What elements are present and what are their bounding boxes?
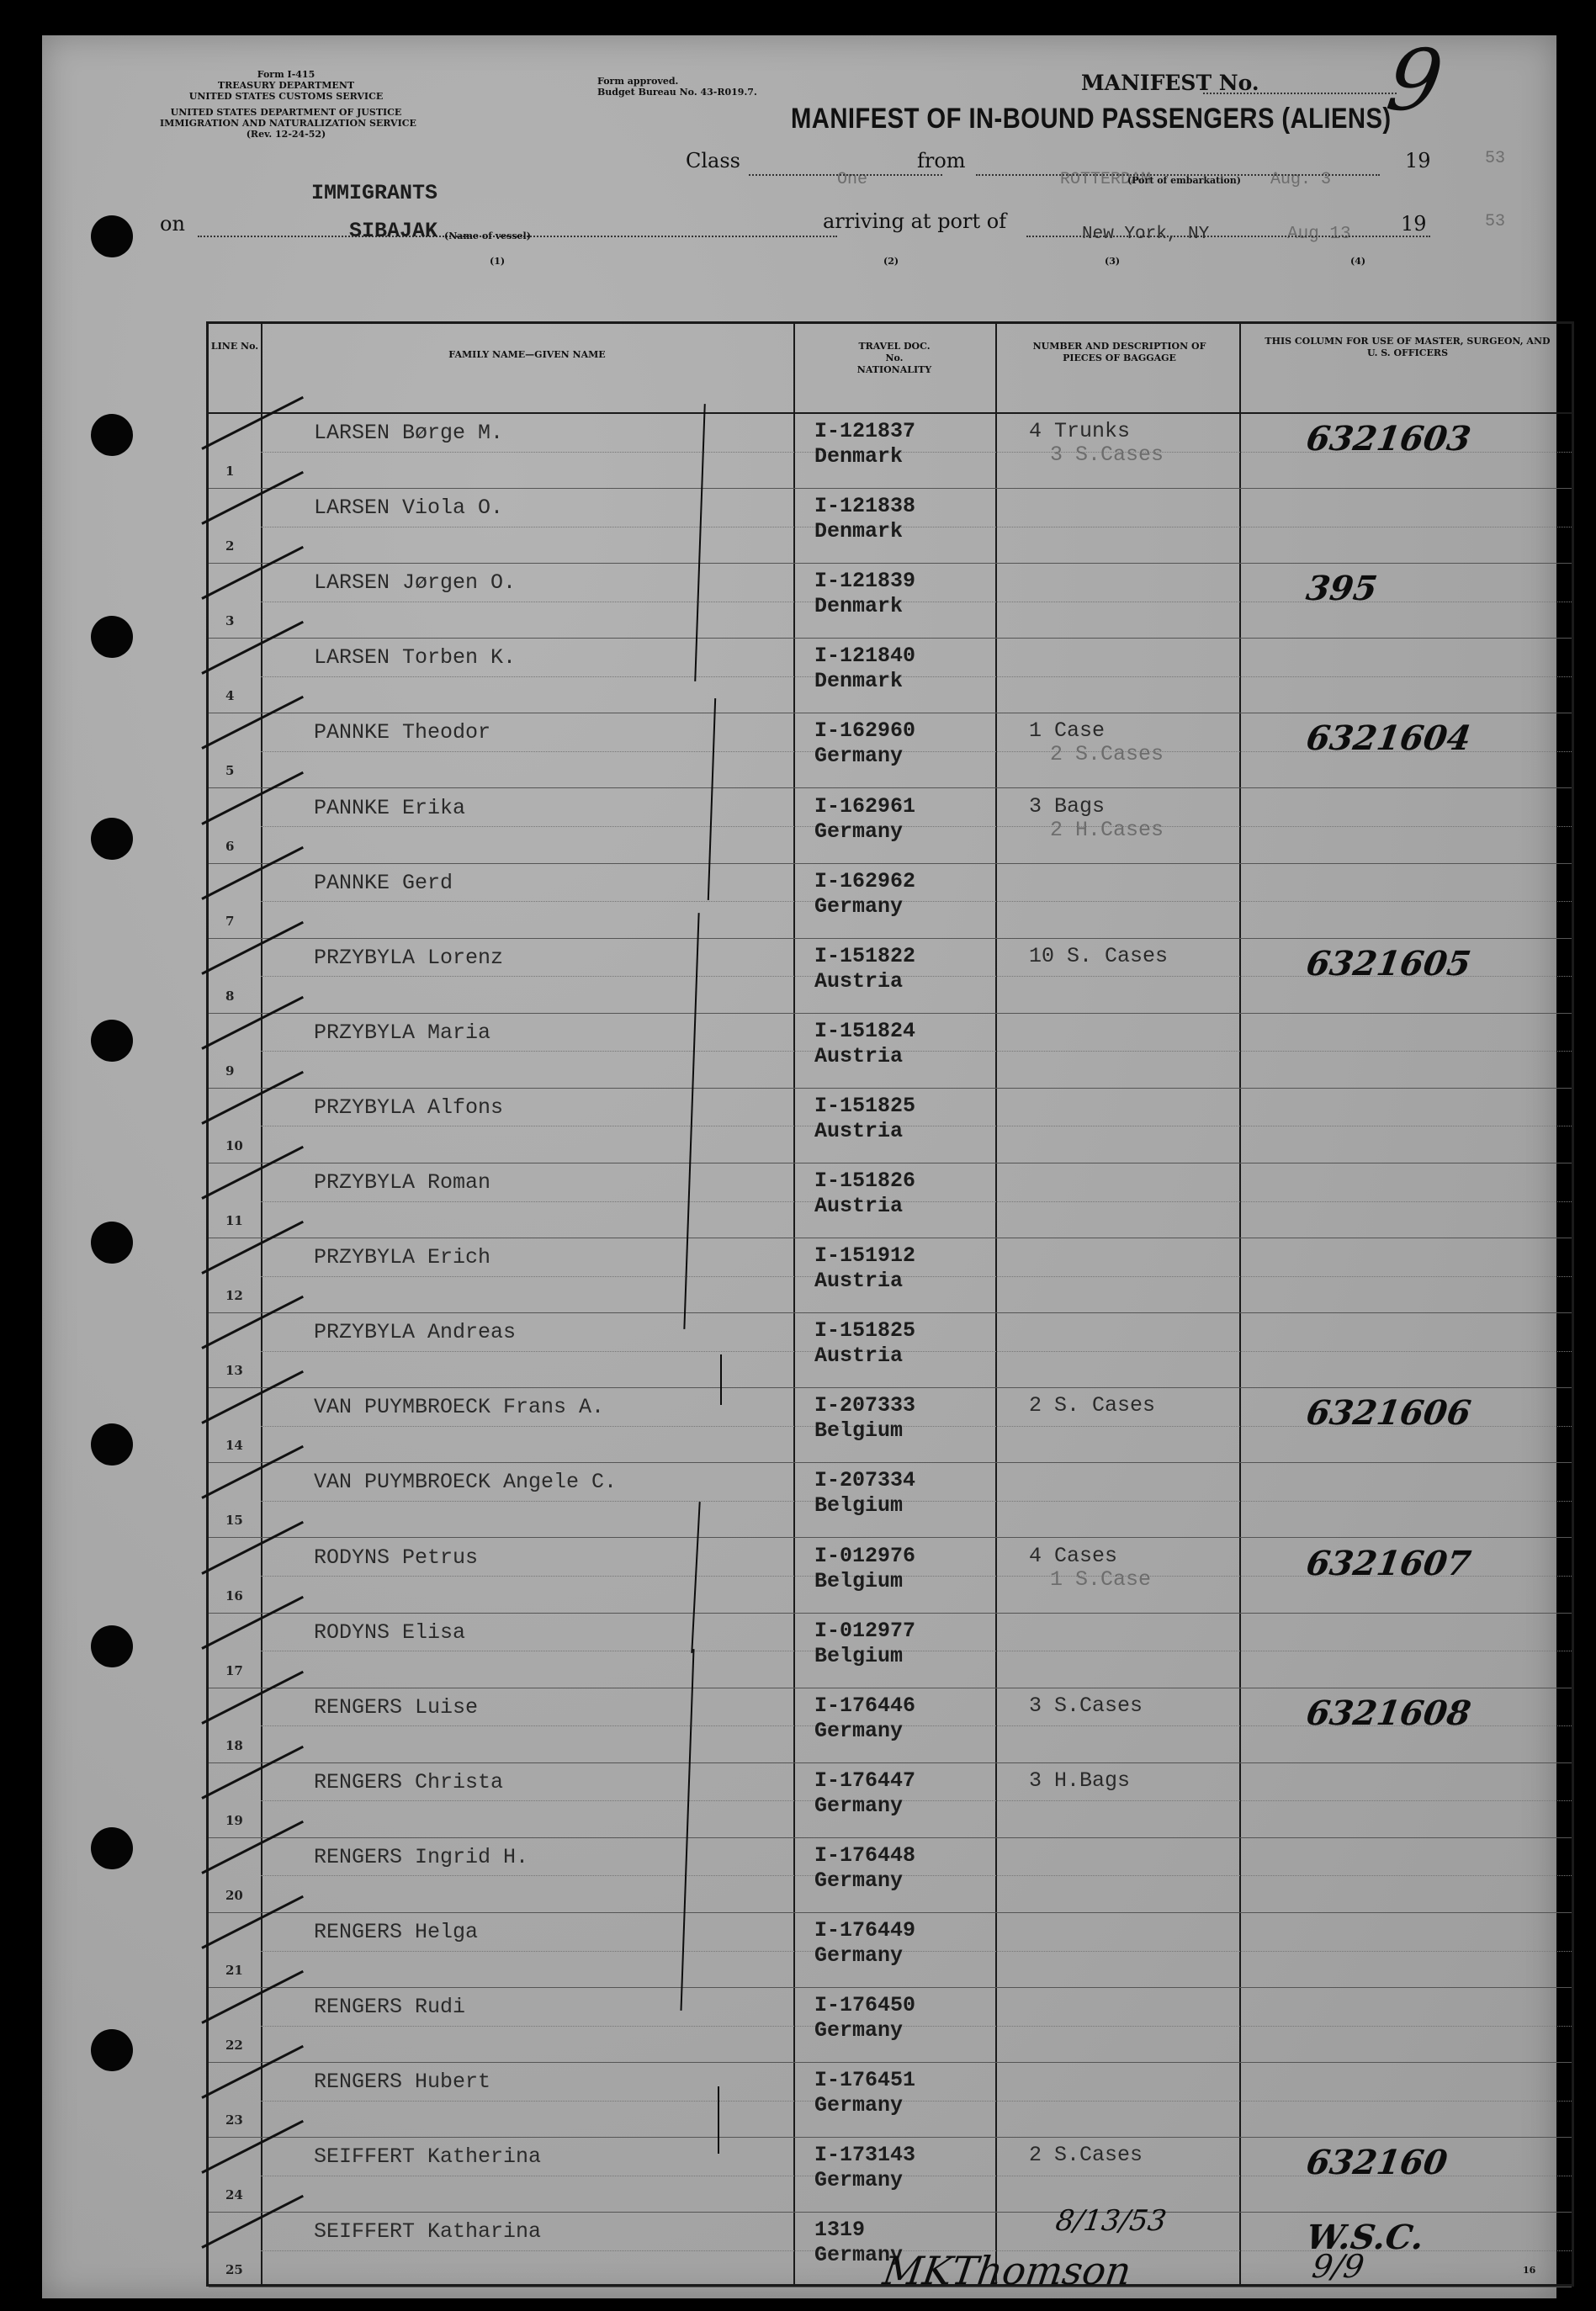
baggage-description-2: 2 H.Cases xyxy=(1050,817,1164,842)
passenger-name: PRZYBYLA Andreas xyxy=(314,1320,517,1345)
row-line-number: 19 xyxy=(225,1812,243,1828)
class-label: Class xyxy=(686,149,740,172)
baggage-description: 2 S. Cases xyxy=(1029,1393,1156,1418)
travel-doc-number: I-207333 xyxy=(814,1393,916,1418)
year-value-1: 53 xyxy=(1485,149,1506,168)
page-code: 16 xyxy=(1523,2265,1536,2276)
row-subdivider xyxy=(261,826,1572,827)
form-block xyxy=(160,69,416,140)
row-subdivider xyxy=(261,1351,1572,1352)
row-subdivider xyxy=(261,1875,1572,1876)
nationality: Belgium xyxy=(814,1493,904,1519)
table-row xyxy=(209,1313,1572,1388)
table-row xyxy=(209,1763,1572,1838)
passenger-name: PANNKE Gerd xyxy=(314,870,453,895)
travel-doc-number: I-176447 xyxy=(814,1768,916,1793)
col-header-baggage: NUMBER AND DESCRIPTION OF PIECES OF BAGGAGE xyxy=(1032,341,1206,363)
travel-doc-number: I-176449 xyxy=(814,1918,916,1943)
row-subdivider xyxy=(261,2026,1572,2027)
table-row xyxy=(209,1913,1572,1988)
travel-doc-number: 1319 xyxy=(814,2218,866,2243)
table-row xyxy=(209,639,1572,713)
travel-doc-number: I-012976 xyxy=(814,1543,916,1568)
row-line-number: 24 xyxy=(225,2187,243,2203)
table-row xyxy=(209,414,1572,489)
nationality: Germany xyxy=(814,819,904,844)
approval-block xyxy=(597,76,757,98)
passenger-table xyxy=(206,321,1574,2287)
punch-hole xyxy=(91,1423,133,1466)
row-line-number: 10 xyxy=(225,1137,243,1153)
punch-hole xyxy=(91,616,133,658)
nationality: Germany xyxy=(814,744,904,769)
family-bracket-mark xyxy=(718,2086,719,2154)
passenger-name: PRZYBYLA Erich xyxy=(314,1245,491,1270)
passenger-name: PRZYBYLA Alfons xyxy=(314,1095,504,1120)
officer-notation: 6321607 xyxy=(1303,1543,1474,1583)
nationality: Austria xyxy=(814,1118,904,1143)
passenger-name: RENGERS Christa xyxy=(314,1769,504,1794)
punch-hole xyxy=(91,1020,133,1062)
col-number-1: (1) xyxy=(490,256,506,267)
table-row xyxy=(209,1988,1572,2063)
punch-hole xyxy=(91,2029,133,2071)
travel-doc-number: I-162962 xyxy=(814,868,916,893)
row-line-number: 15 xyxy=(225,1513,243,1529)
passenger-name: RENGERS Rudi xyxy=(314,1995,466,2020)
row-line-number: 21 xyxy=(225,1963,243,1979)
row-subdivider xyxy=(261,1951,1572,1952)
travel-doc-number: I-162960 xyxy=(814,718,916,744)
row-subdivider xyxy=(261,1276,1572,1277)
col-header-officers: THIS COLUMN FOR USE OF MASTER, SURGEON, AND U. S. OFFICERS xyxy=(1265,336,1551,358)
passenger-name: LARSEN Jørgen O. xyxy=(314,570,517,596)
col-header-name: FAMILY NAME—GIVEN NAME xyxy=(448,349,606,360)
row-subdivider xyxy=(261,676,1572,677)
manifest-no-value: 9 xyxy=(1381,31,1449,130)
officer-notation: 632160 xyxy=(1303,2143,1450,2183)
travel-doc-number: I-151822 xyxy=(814,943,916,968)
officer-notation: 6321605 xyxy=(1303,943,1474,983)
passenger-name: PRZYBYLA Roman xyxy=(314,1170,491,1195)
table-row xyxy=(209,1838,1572,1913)
port-caption: (Port of embarkation) xyxy=(1127,175,1241,186)
row-line-number: 5 xyxy=(225,763,235,779)
table-row xyxy=(209,1614,1572,1688)
baggage-description: 1 Case xyxy=(1029,718,1106,744)
baggage-description-2: 1 S.Case xyxy=(1050,1566,1152,1592)
passenger-name: PRZYBYLA Lorenz xyxy=(314,945,504,970)
row-line-number: 23 xyxy=(225,2112,243,2128)
row-line-number: 9 xyxy=(225,1063,235,1079)
travel-doc-number: I-151824 xyxy=(814,1018,916,1043)
table-row xyxy=(209,713,1572,788)
passenger-name: RENGERS Luise xyxy=(314,1694,479,1720)
baggage-description: 3 Bags xyxy=(1029,793,1106,819)
row-line-number: 18 xyxy=(225,1737,243,1753)
row-subdivider xyxy=(261,1501,1572,1502)
passenger-name: RENGERS Helga xyxy=(314,1920,479,1944)
col-number-2: (2) xyxy=(883,256,899,267)
immigrants-label: IMMIGRANTS xyxy=(311,181,438,205)
punch-hole xyxy=(91,1827,133,1869)
table-row xyxy=(209,1014,1572,1089)
baggage-description: 10 S. Cases xyxy=(1029,943,1169,968)
officer-initials: 9/9 xyxy=(1309,2248,1367,2285)
travel-doc-number: I-151825 xyxy=(814,1093,916,1118)
manifest-no-label: MANIFEST No. xyxy=(1081,71,1259,95)
service-name: UNITED STATES CUSTOMS SERVICE xyxy=(188,91,384,102)
row-line-number: 25 xyxy=(225,2262,243,2278)
arriving-label: arriving at port of xyxy=(823,209,1007,233)
nationality: Germany xyxy=(814,2243,904,2268)
budget-bureau-line: Budget Bureau No. 43-R019.7. xyxy=(597,87,757,98)
officer-notation: 395 xyxy=(1303,569,1380,609)
date-stamp: 8/13/53 xyxy=(1053,2204,1169,2238)
travel-doc-number: I-012977 xyxy=(814,1618,916,1643)
officer-notation: 6321606 xyxy=(1303,1393,1474,1434)
date-value-2: Aug 13 xyxy=(1287,225,1351,244)
page-title: MANIFEST OF IN-BOUND PASSENGERS (ALIENS) xyxy=(791,103,1392,135)
check-mark xyxy=(201,396,304,450)
officer-signature: MKThomson xyxy=(880,2248,1134,2293)
travel-doc-number: I-121839 xyxy=(814,569,916,594)
nationality: Germany xyxy=(814,1943,904,1968)
nationality: Germany xyxy=(814,2168,904,2193)
passenger-name: RODYNS Petrus xyxy=(314,1545,479,1570)
table-row xyxy=(209,1388,1572,1463)
row-subdivider xyxy=(261,1051,1572,1052)
nationality: Belgium xyxy=(814,1643,904,1668)
row-line-number: 2 xyxy=(225,538,235,554)
table-row xyxy=(209,1163,1572,1238)
table-row xyxy=(209,1688,1572,1763)
baggage-description: 2 S.Cases xyxy=(1029,2143,1143,2168)
officer-notation: 6321604 xyxy=(1303,718,1474,759)
row-line-number: 11 xyxy=(225,1213,243,1229)
officer-notation: 6321603 xyxy=(1303,419,1474,458)
table-row xyxy=(209,2063,1572,2138)
vessel-caption: (Name of vessel) xyxy=(444,231,531,241)
approval-line: Form approved. xyxy=(597,76,679,87)
from-line xyxy=(976,174,1380,176)
row-line-number: 6 xyxy=(225,838,235,854)
travel-doc-number: I-173143 xyxy=(814,2143,916,2168)
nationality: Germany xyxy=(814,2093,904,2118)
nationality: Germany xyxy=(814,893,904,919)
nationality: Germany xyxy=(814,2018,904,2043)
nationality: Austria xyxy=(814,1043,904,1068)
date-value-1: Aug. 3 xyxy=(1270,170,1332,189)
nationality: Austria xyxy=(814,968,904,994)
vessel-value: SIBAJAK xyxy=(349,219,438,243)
travel-doc-number: I-121838 xyxy=(814,494,916,519)
passenger-name: RODYNS Elisa xyxy=(314,1619,466,1645)
travel-doc-number: I-151825 xyxy=(814,1318,916,1344)
nationality: Denmark xyxy=(814,669,904,694)
row-line-number: 4 xyxy=(225,688,235,704)
manifest-page xyxy=(42,31,1556,2298)
revision-date: (Rev. 12-24-52) xyxy=(246,129,326,140)
nationality: Austria xyxy=(814,1194,904,1218)
row-subdivider xyxy=(261,901,1572,902)
row-line-number: 7 xyxy=(225,913,235,929)
ins-name: IMMIGRATION AND NATURALIZATION SERVICE xyxy=(160,118,416,129)
travel-doc-number: I-176446 xyxy=(814,1693,916,1718)
travel-doc-number: I-176450 xyxy=(814,1993,916,2018)
baggage-description: 3 S.Cases xyxy=(1029,1693,1143,1718)
nationality: Denmark xyxy=(814,519,904,544)
passenger-name: SEIFFERT Katharina xyxy=(314,2219,542,2245)
class-value: One xyxy=(837,170,868,189)
manifest-no-line xyxy=(1203,93,1397,94)
nationality: Austria xyxy=(814,1269,904,1294)
row-line-number: 22 xyxy=(225,2038,243,2054)
from-label: from xyxy=(917,149,966,172)
baggage-description: 3 H.Bags xyxy=(1029,1768,1131,1793)
table-row xyxy=(209,864,1572,939)
nationality: Denmark xyxy=(814,444,904,469)
travel-doc-number: I-151826 xyxy=(814,1169,916,1193)
travel-doc-number: I-176448 xyxy=(814,1842,916,1868)
table-row xyxy=(209,1463,1572,1538)
baggage-description: 4 Cases xyxy=(1029,1543,1118,1568)
punch-hole xyxy=(91,414,133,456)
row-line-number: 16 xyxy=(225,1587,243,1603)
arriving-value: New York, NY xyxy=(1082,225,1210,244)
baggage-description: 4 Trunks xyxy=(1029,419,1131,443)
travel-doc-number: I-207334 xyxy=(814,1468,916,1493)
travel-doc-number: I-151912 xyxy=(814,1243,916,1269)
passenger-name: LARSEN Viola O. xyxy=(314,496,504,521)
col-header-travel-doc: TRAVEL DOC. No. NATIONALITY xyxy=(856,341,932,375)
nationality: Germany xyxy=(814,1793,904,1818)
baggage-description-2: 3 S.Cases xyxy=(1050,443,1164,467)
from-value: ROTTERDAM xyxy=(1060,170,1152,189)
nationality: Belgium xyxy=(814,1418,904,1444)
travel-doc-number: I-121837 xyxy=(814,419,916,443)
table-row xyxy=(209,489,1572,564)
on-label: on xyxy=(160,212,185,236)
form-number: Form I-415 xyxy=(257,69,315,80)
passenger-name: PANNKE Erika xyxy=(314,795,466,820)
travel-doc-number: I-176451 xyxy=(814,2068,916,2093)
col-header-line-no: LINE No. xyxy=(210,341,259,352)
passenger-name: VAN PUYMBROECK Frans A. xyxy=(314,1395,605,1420)
row-line-number: 13 xyxy=(225,1363,243,1379)
punch-hole xyxy=(91,215,133,257)
punch-hole xyxy=(91,1222,133,1264)
baggage-description-2: 2 S.Cases xyxy=(1050,742,1164,767)
col-number-4: (4) xyxy=(1350,256,1366,267)
table-row xyxy=(209,1238,1572,1313)
table-row xyxy=(209,1089,1572,1163)
nationality: Germany xyxy=(814,1868,904,1893)
row-line-number: 12 xyxy=(225,1288,243,1304)
passenger-name: LARSEN Børge M. xyxy=(314,421,504,445)
passenger-name: PRZYBYLA Maria xyxy=(314,1020,491,1045)
table-row xyxy=(209,789,1572,864)
year-label-2: 19 xyxy=(1401,212,1427,236)
family-bracket-mark xyxy=(720,1354,722,1405)
passenger-name: SEIFFERT Katherina xyxy=(314,2144,542,2170)
department-justice: UNITED STATES DEPARTMENT OF JUSTICE xyxy=(170,107,402,118)
officer-notation: W.S.C. xyxy=(1303,2218,1427,2258)
year-label-1: 19 xyxy=(1405,149,1431,172)
travel-doc-number: I-162961 xyxy=(814,793,916,819)
punch-hole xyxy=(91,818,133,860)
passenger-name: RENGERS Ingrid H. xyxy=(314,1844,529,1869)
passenger-name: RENGERS Hubert xyxy=(314,2070,491,2095)
table-row xyxy=(209,564,1572,639)
officer-notation: 6321608 xyxy=(1303,1693,1474,1733)
department-name: TREASURY DEPARTMENT xyxy=(217,80,355,91)
passenger-name: LARSEN Torben K. xyxy=(314,645,517,671)
row-line-number: 3 xyxy=(225,613,235,629)
nationality: Germany xyxy=(814,1718,904,1743)
nationality: Belgium xyxy=(814,1568,904,1593)
row-line-number: 1 xyxy=(225,464,235,480)
arriving-line xyxy=(1026,236,1430,237)
row-line-number: 17 xyxy=(225,1662,243,1678)
class-line xyxy=(749,174,942,176)
row-line-number: 8 xyxy=(225,988,235,1004)
passenger-name: PANNKE Theodor xyxy=(314,720,491,745)
row-line-number: 14 xyxy=(225,1438,243,1454)
row-subdivider xyxy=(261,1201,1572,1202)
travel-doc-number: I-121840 xyxy=(814,644,916,669)
nationality: Denmark xyxy=(814,594,904,619)
punch-hole xyxy=(91,1625,133,1667)
passenger-name: VAN PUYMBROECK Angele C. xyxy=(314,1470,618,1495)
year-value-2: 53 xyxy=(1485,212,1506,231)
row-subdivider xyxy=(261,2101,1572,2102)
nationality: Austria xyxy=(814,1344,904,1369)
row-subdivider xyxy=(261,1800,1572,1801)
row-line-number: 20 xyxy=(225,1887,243,1903)
col-number-3: (3) xyxy=(1105,256,1121,267)
table-row xyxy=(209,2138,1572,2213)
table-row xyxy=(209,939,1572,1014)
table-row xyxy=(209,1539,1572,1614)
